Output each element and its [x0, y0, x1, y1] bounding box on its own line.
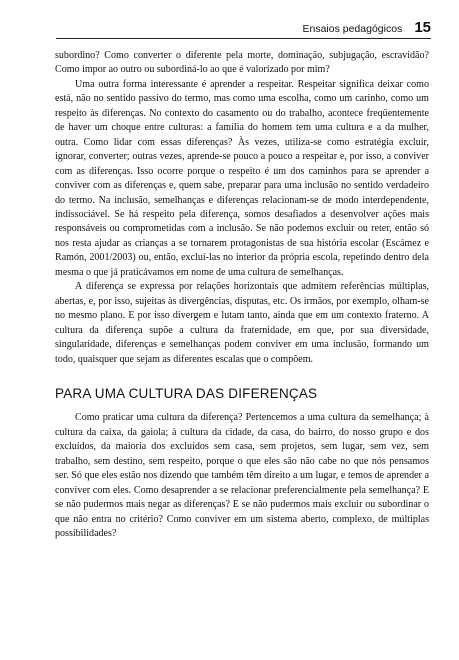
paragraph-difference: A diferença se expressa por relações horizontais que admitem referências múltiplas, abertas, e, por isso, sujeitas às divergências, disputas, etc. Os irmãos, por exemplo, olham-se no mesmo plano. E por isso divergem e lutam tanto, ainda que em um contexto fraterno. A cultura da diferença supõe a cultura da fraternidade, em que, por sua diversidade, singularidade, diferenças e semelhanças podem conviver em uma inclusão, formando um todo, quaisquer que sejam as diferentes escalas que o compõem.	[55, 281, 429, 365]
running-head	[56, 18, 431, 39]
paragraph-section-body: Como praticar uma cultura da diferença? Pertencemos a uma cultura da semelhança; à cultura da caixa, da gaiola; à cultura da cidade, da casa, do bairro, do nosso grupo e dos excluídos, da maioria dos excluídos sem casa, sem projetos, sem lugar, sem vez, sem trabalho, sem destino, sem respeito, porque o que eles são não cabe no que nós pensamos ser. Só que eles estão nos dizendo que também têm direito a um lugar, e temos de aprender a conviver com eles. Como desaprender a se relacionar preferencialmente pela semelhança? E se não pudermos mais negar as diferenças? E se não pudermos mais excluir ou subordinar o que não entra no critério? Como conviver em um sistema aberto, complexo, de múltiplas possibilidades?	[55, 412, 429, 540]
page-number: 15	[414, 19, 431, 36]
paragraph-continued: subordino? Como converter o diferente pela morte, dominação, subjugação, escravidão? Como impor ao outro ou subordiná-lo ao que é valorizado por mim?	[55, 50, 429, 76]
running-head-title: Ensaios pedagógicos	[302, 23, 403, 35]
paragraph-respect: Uma outra forma interessante é aprender a respeitar. Respeitar significa deixar como está, não no sentido passivo do termo, mas como uma escolha, como um carinho, como um respeito às diferenças. No contexto do casamento ou do trabalho, acontece freqüentemente de haver um choque entre culturas: a família do homem tem uma cultura e a da mulher, outra. Como lidar com essas diferenças? Às vezes, utiliza-se como estratégia excluir, ignorar, converter; outras vezes, aprende-se pouco a pouco a respeitar e, por isso, a conviver com as diferenças. Isso ocorre porque o respeito é um dos caminhos para se aprender a conviver com as diferenças e, quem sabe, preparar para uma inclusão no sentido verdadeiro do termo. Na inclusão, semelhanças e diferenças relacionam-se de modo interdependente, indissociável. Se há respeito pela diferença, somos desafiados a desenvolver ações mais responsáveis ou comprometidas com a inclusão. Se não podemos excluir ou reter, então só nos resta ajudar as crianças a se tornarem protagonistas de sua história escolar (Escámez e Ramón, 2001/2003) ou, então, excluí-las no interior da própria escola, repetindo dentro dela mesma o que já praticávamos em nome de uma cultura de semelhanças.	[55, 78, 429, 278]
page-body	[55, 49, 429, 542]
section-heading: PARA UMA CULTURA DAS DIFERENÇAS	[55, 385, 318, 401]
